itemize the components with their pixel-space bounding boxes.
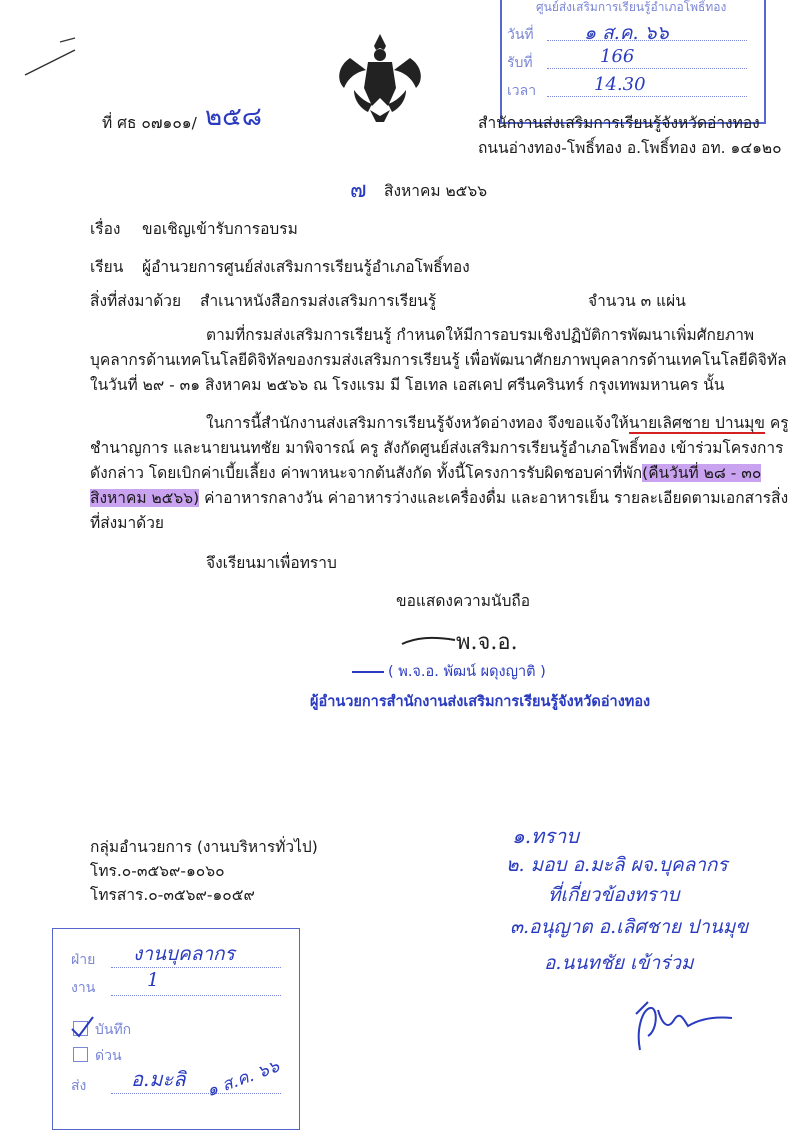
signature-stroke	[400, 630, 460, 650]
footer-phone: โทร.๐-๓๕๖๙-๑๐๖๐	[90, 862, 225, 880]
paragraph2-line1-end: ครู	[764, 414, 789, 432]
margin-pen-mark	[20, 30, 80, 80]
highlighted-dates: (คืนวันที่ ๒๘ - ๓๐	[642, 464, 762, 482]
signature-position: ผู้อำนวยการสำนักงานส่งเสริมการเรียนรู้จังหวัดอ่างทอง	[310, 694, 651, 710]
sender-address: ถนนอ่างทอง-โพธิ์ทอง อ.โพธิ์ทอง อท. ๑๔๑๒๐	[478, 139, 782, 157]
note-line: ๑.ทราบ	[512, 824, 579, 848]
routing-stamp	[52, 928, 300, 1130]
regards-text: ขอแสดงความนับถือ	[396, 592, 531, 610]
sender-office: สำนักงานส่งเสริมการเรียนรู้จังหวัดอ่างทอง	[478, 114, 760, 132]
receipt-number-value: 166	[600, 46, 635, 67]
subject-label: เรื่อง	[90, 220, 121, 238]
receipt-stamp	[500, 0, 766, 124]
to-text: ผู้อำนวยการศูนย์ส่งเสริมการเรียนรู้อำเภอโพธิ์ทอง	[142, 258, 470, 276]
routing-sender-value: อ.มะลิ	[131, 1067, 186, 1091]
signature-initials: พ.จ.อ.	[456, 630, 518, 655]
receipt-date-value: ๑ ส.ค. ๖๖	[584, 22, 669, 44]
routing-date-value: ๑ ส.ค. ๖๖	[204, 1056, 283, 1102]
closing-text: จึงเรียนมาเพื่อทราบ	[206, 554, 337, 572]
routing-job-value: 1	[147, 969, 160, 991]
document-number-handwritten: ๒๕๘	[205, 102, 262, 132]
receipt-time-label: เวลา	[507, 83, 537, 99]
receipt-date-label: วันที่	[507, 27, 534, 43]
receipt-time-value: 14.30	[594, 74, 646, 95]
receipt-number-label: รับที่	[507, 55, 533, 71]
signature-dash	[350, 668, 386, 676]
paragraph1-line: ตามที่กรมส่งเสริมการเรียนรู้ กำหนดให้มีการอบรมเชิงปฏิบัติการพัฒนาเพิ่มศักยภาพ	[206, 326, 755, 344]
paragraph2-line5: ที่ส่งมาด้วย	[90, 514, 165, 532]
option1-check-mark	[69, 1015, 95, 1039]
date-month-year: สิงหาคม ๒๕๖๖	[384, 182, 488, 200]
option2-checkbox	[73, 1047, 88, 1062]
signature-name: ( พ.จ.อ. พัฒน์ ผดุงญาติ )	[388, 664, 546, 680]
garuda-emblem-icon	[330, 28, 430, 128]
subject-text: ขอเชิญเข้ารับการอบรม	[142, 220, 298, 238]
note-line: ที่เกี่ยวข้องทราบ	[548, 884, 680, 906]
paragraph2-line2: ชำนาญการ และนายนนทชัย มาพิจารณ์ ครู สังกัดศูนย์ส่งเสริมการเรียนรู้อำเภอโพธิ์ทอง เข้าร่วมโครงการ	[90, 439, 784, 457]
receipt-stamp-header: ศูนย์ส่งเสริมการเรียนรู้อำเภอโพธิ์ทอง	[536, 0, 727, 14]
paragraph1-line: บุคลากรด้านเทคโนโลยีดิจิทัลของกรมส่งเสริมการเรียนรู้ เพื่อพัฒนาศักยภาพบุคลากรด้านเทคโนโลยีดิจิทัล	[90, 351, 787, 369]
note-line: ๓.อนุญาต อ.เลิศชาย ปานมุข	[510, 916, 749, 938]
document-number-prefix: ที่ ศธ ๐๗๑๐๑/	[102, 114, 197, 132]
note-line: ๒. มอบ อ.มะลิ ผจ.บุคลากร	[506, 854, 728, 876]
option2-label: ด่วน	[95, 1048, 122, 1064]
paragraph2-line4	[90, 485, 788, 510]
routing-job-label: งาน	[71, 980, 96, 996]
director-signature-mark	[628, 990, 738, 1060]
paragraph2-line3	[90, 460, 761, 485]
paragraph1-line: ในวันที่ ๒๙ - ๓๑ สิงหาคม ๒๕๖๖ ณ โรงแรม มี โฮเทล เอสเคป ศรีนครินทร์ กรุงเทพมหานคร นั้น	[90, 376, 725, 394]
note-line: อ.นนทชัย เข้าร่วม	[544, 952, 694, 974]
enclosure-count: จำนวน ๓ แผ่น	[588, 292, 686, 310]
footer-division: กลุ่มอำนวยการ (งานบริหารทั่วไป)	[90, 838, 318, 856]
routing-sender-label: ส่ง	[71, 1078, 87, 1094]
enclosure-text: สำเนาหนังสือกรมส่งเสริมการเรียนรู้	[200, 292, 437, 310]
highlighted-dates-end: สิงหาคม ๒๕๖๖)	[90, 489, 200, 507]
paragraph2-line1-start: ในการนี้สำนักงานส่งเสริมการเรียนรู้จังหวัดอ่างทอง จึงขอแจ้งให้	[206, 414, 629, 432]
date-day-handwritten: ๗	[350, 178, 367, 203]
routing-section-label: ฝ่าย	[71, 952, 96, 968]
enclosure-label: สิ่งที่ส่งมาด้วย	[90, 292, 182, 310]
paragraph2-line1	[206, 410, 789, 435]
paragraph2-line3-start: ดังกล่าว โดยเบิกค่าเบี้ยเลี้ยง ค่าพาหนะจากต้นสังกัด ทั้งนี้โครงการรับผิดชอบค่าที่พัก	[90, 464, 643, 482]
option1-label: บันทึก	[95, 1022, 132, 1038]
footer-fax: โทรสาร.๐-๓๕๖๙-๑๐๕๙	[90, 886, 255, 904]
routing-section-value: งานบุคลากร	[133, 943, 235, 965]
to-label: เรียน	[90, 258, 124, 276]
underlined-name: นายเลิศชาย ปานมุข	[628, 414, 765, 432]
paragraph2-line4-end: ค่าอาหารกลางวัน ค่าอาหารว่างและเครื่องดื่ม และอาหารเย็น รายละเอียดตามเอกสารสิ่ง	[199, 489, 789, 507]
